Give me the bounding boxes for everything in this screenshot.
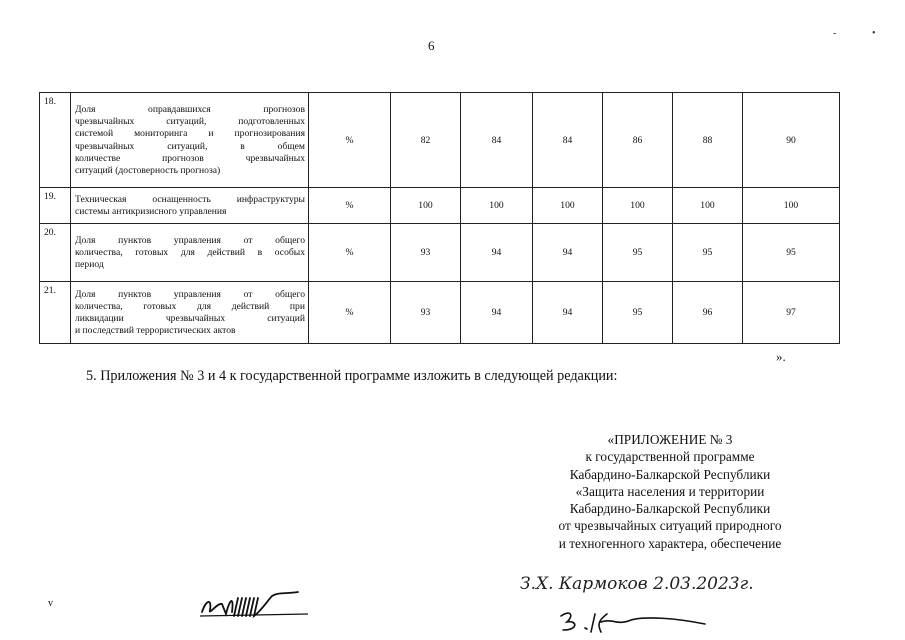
- appendix-header: [520, 431, 820, 552]
- indicator-name: [71, 224, 309, 282]
- indicator-name-line: количестве прогнозов чрезвычайных: [75, 152, 305, 164]
- appendix-line: Кабардино-Балкарской Республики: [569, 466, 771, 482]
- unit-cell: %: [309, 282, 391, 344]
- indicator-name-line: Доля пунктов управления от общего: [75, 288, 305, 300]
- indicator-name-line: ситуаций (достоверность прогноза): [75, 164, 221, 176]
- indicator-name-line: и последствий террористических актов: [75, 325, 236, 337]
- value-cell: 88: [673, 93, 743, 188]
- table-body: [40, 93, 840, 344]
- value-cell: 86: [603, 93, 673, 188]
- unit-cell: %: [309, 93, 391, 188]
- indicator-name-line: системы антикризисного управления: [75, 206, 227, 217]
- value-cell: 100: [533, 188, 603, 224]
- indicator-name-line: ликвидации чрезвычайных ситуаций: [75, 313, 305, 324]
- scan-mark: •: [872, 28, 876, 39]
- table-row: [40, 224, 840, 282]
- appendix-line: к государственной программе: [585, 449, 755, 465]
- value-cell: 100: [603, 188, 673, 224]
- table-row: [40, 188, 840, 224]
- scan-mark: v: [48, 598, 53, 609]
- indicator-name-line: системой мониторинга и прогнозирования: [75, 128, 305, 140]
- value-cell: 94: [533, 224, 603, 282]
- table-row: [40, 282, 840, 344]
- indicator-name: [71, 282, 309, 344]
- unit-cell: %: [309, 224, 391, 282]
- value-cell: 94: [461, 282, 533, 344]
- table-row: [40, 93, 840, 188]
- handwritten-initials: [555, 608, 715, 636]
- value-cell: 100: [461, 188, 533, 224]
- value-cell: 84: [533, 93, 603, 188]
- indicators-table: [39, 92, 840, 344]
- indicator-name-line: Доля оправдавшихся прогнозов: [75, 103, 305, 115]
- value-cell: 95: [743, 224, 840, 282]
- value-cell: 93: [391, 224, 461, 282]
- row-number: 18.: [40, 93, 71, 188]
- row-number: 20.: [40, 224, 71, 282]
- indicator-name-line: период: [75, 259, 104, 271]
- row-number: 21.: [40, 282, 71, 344]
- scan-mark: -: [833, 28, 837, 39]
- value-cell: 93: [391, 282, 461, 344]
- value-cell: 100: [673, 188, 743, 224]
- value-cell: 97: [743, 282, 840, 344]
- indicator-name-line: Доля пунктов управления от общего: [75, 234, 305, 246]
- value-cell: 100: [391, 188, 461, 224]
- value-cell: 82: [391, 93, 461, 188]
- closing-quote: ».: [776, 349, 786, 364]
- value-cell: 94: [461, 224, 533, 282]
- indicator-name-line: количества, готовых для действий в особых: [75, 246, 305, 258]
- indicator-name: [71, 188, 309, 224]
- appendix-line: «ПРИЛОЖЕНИЕ № 3: [607, 432, 733, 447]
- row-number: 19.: [40, 188, 71, 224]
- value-cell: 95: [673, 224, 743, 282]
- page-number: 6: [428, 38, 435, 53]
- value-cell: 90: [743, 93, 840, 188]
- value-cell: 84: [461, 93, 533, 188]
- indicator-name-line: количества, готовых для действий при: [75, 300, 305, 312]
- appendix-line: от чрезвычайных ситуаций природного: [558, 518, 782, 534]
- value-cell: 95: [603, 282, 673, 344]
- paragraph-5: 5. Приложения № 3 и 4 к государственной программе изложить в следующей редакции:: [86, 368, 618, 384]
- indicator-name-line: чрезвычайных ситуаций, подготовленных: [75, 116, 305, 128]
- value-cell: 94: [533, 282, 603, 344]
- value-cell: 96: [673, 282, 743, 344]
- value-cell: 100: [743, 188, 840, 224]
- handwritten-date-note: З.Х. Кармоков 2.03.2023г.: [520, 574, 754, 594]
- appendix-line: и техногенного характера, обеспечение: [558, 535, 782, 551]
- indicator-name-line: чрезвычайных ситуаций, в общем: [75, 140, 305, 152]
- indicator-name-line: Техническая оснащенность инфраструктуры: [75, 193, 305, 205]
- appendix-line: Кабардино-Балкарской Республики: [569, 501, 771, 517]
- value-cell: 95: [603, 224, 673, 282]
- indicator-name: [71, 93, 309, 188]
- unit-cell: %: [309, 188, 391, 224]
- handwritten-signature: [198, 586, 313, 622]
- appendix-line: «Защита населения и территории: [575, 483, 765, 499]
